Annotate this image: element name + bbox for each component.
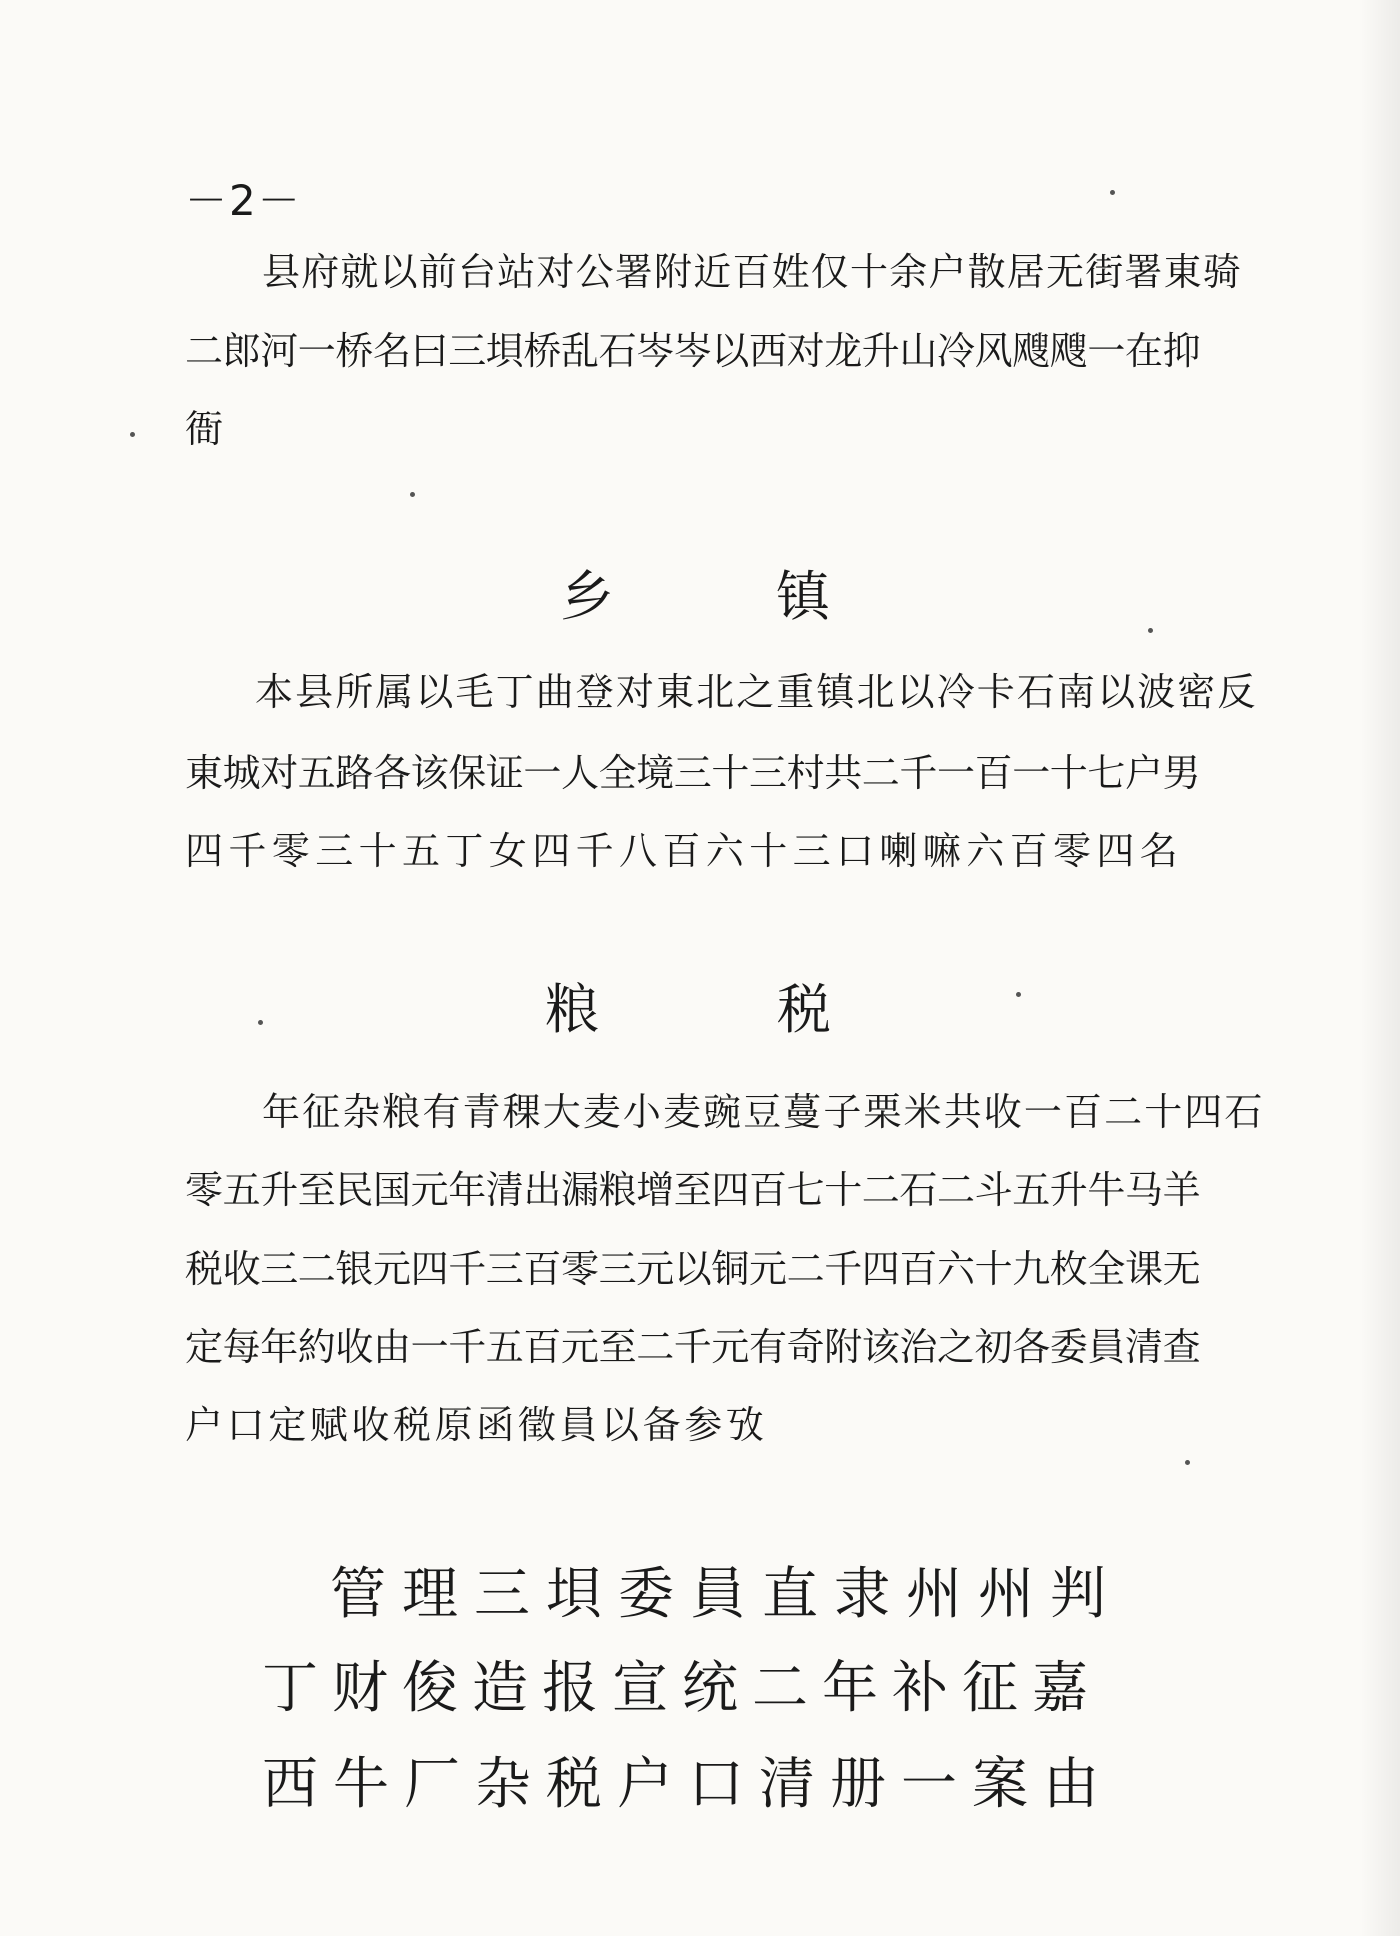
heading-char-2: 镇 <box>776 565 830 628</box>
page-number: －2－ <box>185 176 302 225</box>
heading-char-1: 粮 <box>545 978 599 1041</box>
section1-line-3: 衙 <box>185 407 227 451</box>
section4-line-1: 管理三垻委員直隶州州判 <box>330 1562 1122 1627</box>
section3-line-2: 零五升至民国元年清出漏粮增至四百七十二石二斗五升牛马羊 <box>185 1168 1201 1212</box>
section1-line-1: 县府就以前台站对公署附近百姓仅十余户散居无街署東骑 <box>262 250 1243 294</box>
scan-speck <box>130 432 135 437</box>
scan-speck <box>1110 190 1115 195</box>
scan-speck <box>1185 1460 1190 1465</box>
heading-char-1: 乡 <box>560 565 614 628</box>
scan-speck <box>1016 992 1021 997</box>
section2-line-1: 本县所属以毛丁曲登对東北之重镇北以冷卡石南以波密反 <box>255 670 1258 714</box>
section2-line-2: 東城对五路各该保证一人全境三十三村共二千一百一十七户男 <box>185 751 1201 795</box>
heading-char-2: 税 <box>777 978 831 1041</box>
scan-speck <box>258 1020 263 1025</box>
section3-line-5: 户口定赋收税原函徵員以备参攷 <box>185 1403 768 1447</box>
section-heading-liangshui <box>545 978 865 1043</box>
section3-line-3: 税收三二银元四千三百零三元以铜元二千四百六十九枚全课无 <box>185 1247 1201 1291</box>
paper-edge-shadow <box>1360 0 1400 1936</box>
section3-line-1: 年征杂粮有青稞大麦小麦豌豆蔓子栗米共收一百二十四石 <box>262 1090 1265 1134</box>
scan-speck <box>410 492 415 497</box>
scan-speck <box>1148 628 1153 633</box>
section3-line-4: 定每年約收由一千五百元至二千元有奇附该治之初各委員清查 <box>185 1325 1201 1369</box>
section4-line-2: 丁财俊造报宣统二年补征嘉 <box>262 1656 1102 1721</box>
section-heading-xiangzhen <box>560 565 860 630</box>
section4-line-3: 西牛厂杂税户口清册一案由 <box>262 1752 1114 1817</box>
section1-line-2: 二郎河一桥名曰三垻桥乱石岑岑以西对龙升山冷风飕飕一在抑 <box>185 329 1201 373</box>
section2-line-3: 四千零三十五丁女四千八百六十三口喇嘛六百零四名 <box>185 829 1184 873</box>
